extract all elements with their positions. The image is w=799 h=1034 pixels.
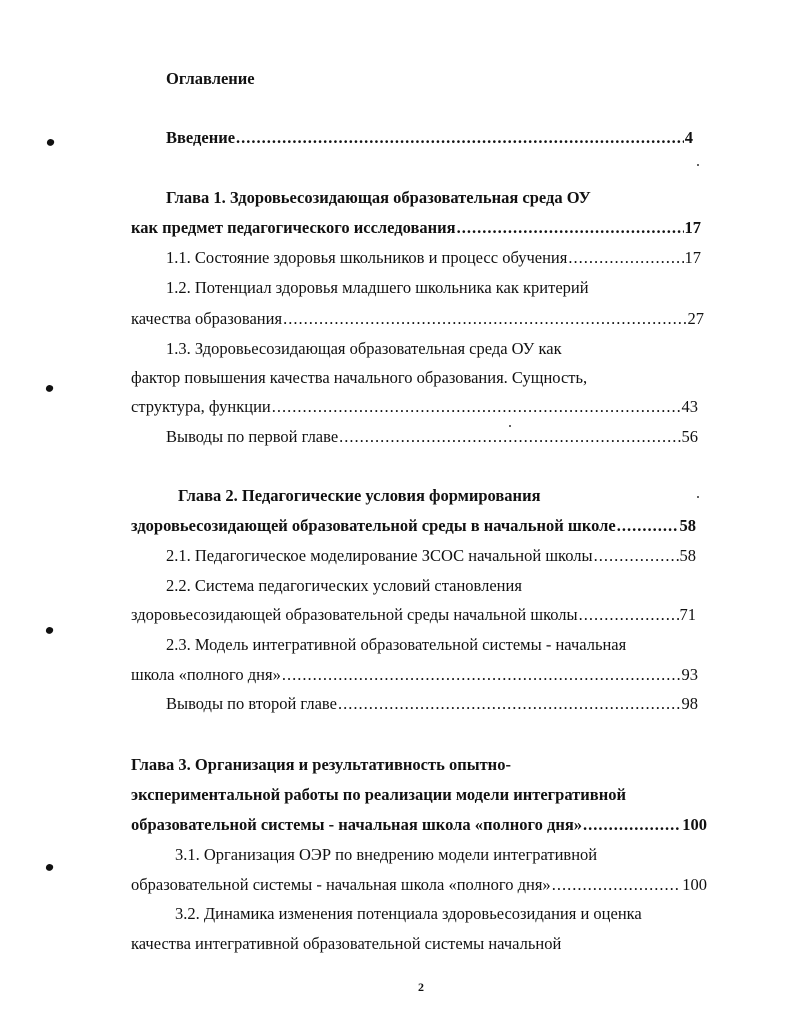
- toc-entry-conclusions-2: [166, 694, 698, 714]
- leader-dots: [568, 248, 683, 268]
- toc-heading: Оглавление: [166, 69, 255, 88]
- toc-entry-conclusions-1: [166, 427, 698, 447]
- entry-2-3-line1: 2.3. Модель интегративной образовательной системы - начальная: [166, 635, 627, 654]
- binding-mark: [45, 626, 54, 635]
- binding-mark: [45, 384, 54, 393]
- leader-dots: [339, 427, 680, 447]
- entry-title: качества образования: [131, 309, 283, 328]
- chapter3-title-line2: экспериментальной работы по реализации модели интегративной: [131, 785, 626, 804]
- toc-entry-chapter1: [131, 218, 701, 238]
- entry-page: 4: [684, 128, 693, 147]
- leader-dots: [282, 665, 681, 685]
- leader-dots: [236, 128, 684, 148]
- leader-dots: [338, 694, 681, 714]
- chapter1-title-line1: Глава 1. Здоровьесозидающая образовательная среда ОУ: [166, 188, 591, 207]
- entry-3-1-line1: 3.1. Организация ОЭР по внедрению модели интегративной: [175, 845, 598, 864]
- binding-mark: [45, 863, 54, 872]
- entry-page: 58: [679, 516, 696, 535]
- entry-page: 17: [684, 218, 701, 237]
- toc-entry-chapter2: [131, 516, 696, 536]
- entry-page: 71: [679, 605, 696, 624]
- entry-title: образовательной системы - начальная школа «полного дня»: [131, 815, 583, 834]
- scan-speck: [697, 496, 699, 498]
- entry-page: 98: [681, 694, 698, 713]
- entry-1-3-line1: 1.3. Здоровьесозидающая образовательная среда ОУ как: [166, 339, 562, 358]
- entry-1-2-line1: 1.2. Потенциал здоровья младшего школьника как критерий: [166, 278, 589, 297]
- toc-entry-1-1: [166, 248, 701, 268]
- entry-title: здоровьесозидающей образовательной среды начальной школы: [131, 605, 578, 624]
- leader-dots: [457, 218, 684, 238]
- toc-entry-1-3: [131, 397, 698, 417]
- binding-mark: [46, 138, 55, 147]
- toc-entry-intro: [166, 128, 693, 148]
- entry-title: как предмет педагогического исследования: [131, 218, 456, 237]
- leader-dots: [583, 815, 681, 835]
- entry-title: Выводы по второй главе: [166, 694, 337, 713]
- entry-page: 56: [681, 427, 698, 446]
- entry-title: Выводы по первой главе: [166, 427, 339, 446]
- entry-page: 58: [679, 546, 696, 565]
- chapter3-title-line1: Глава 3. Организация и результативность опытно-: [131, 755, 511, 774]
- toc-entry-2-2: [131, 605, 696, 625]
- leader-dots: [617, 516, 679, 536]
- entry-3-2-line2: качества интегративной образовательной системы начальной: [131, 934, 562, 953]
- entry-3-2-line1: 3.2. Динамика изменения потенциала здоровьесозидания и оценка: [175, 904, 642, 923]
- leader-dots: [283, 309, 686, 329]
- entry-page: 93: [681, 665, 698, 684]
- leader-dots: [272, 397, 681, 417]
- toc-entry-3-1: [131, 875, 707, 895]
- leader-dots: [552, 875, 682, 895]
- entry-page: 27: [687, 309, 704, 328]
- toc-entry-1-2: [131, 309, 704, 329]
- entry-page: 43: [681, 397, 698, 416]
- entry-title: 2.1. Педагогическое моделирование ЗСОС начальной школы: [166, 546, 593, 565]
- entry-title: структура, функции: [131, 397, 271, 416]
- chapter2-title-line1: Глава 2. Педагогические условия формирования: [178, 486, 541, 505]
- leader-dots: [579, 605, 679, 625]
- toc-entry-2-3: [131, 665, 698, 685]
- toc-entry-chapter3: [131, 815, 707, 835]
- scan-speck: [697, 164, 699, 166]
- entry-title: образовательной системы - начальная школа «полного дня»: [131, 875, 551, 894]
- leader-dots: [594, 546, 679, 566]
- toc-entry-2-1: [166, 546, 696, 566]
- entry-title: школа «полного дня»: [131, 665, 281, 684]
- entry-page: 17: [684, 248, 701, 267]
- entry-page: 100: [682, 875, 707, 894]
- entry-title: здоровьесозидающей образовательной среды в начальной школе: [131, 516, 616, 535]
- entry-title: Введение: [166, 128, 236, 147]
- entry-2-2-line1: 2.2. Система педагогических условий становления: [166, 576, 522, 595]
- entry-title: 1.1. Состояние здоровья школьников и процесс обучения: [166, 248, 568, 267]
- page-number: 2: [418, 980, 424, 994]
- entry-1-3-line2: фактор повышения качества начального образования. Сущность,: [131, 368, 588, 387]
- entry-page: 100: [682, 815, 707, 834]
